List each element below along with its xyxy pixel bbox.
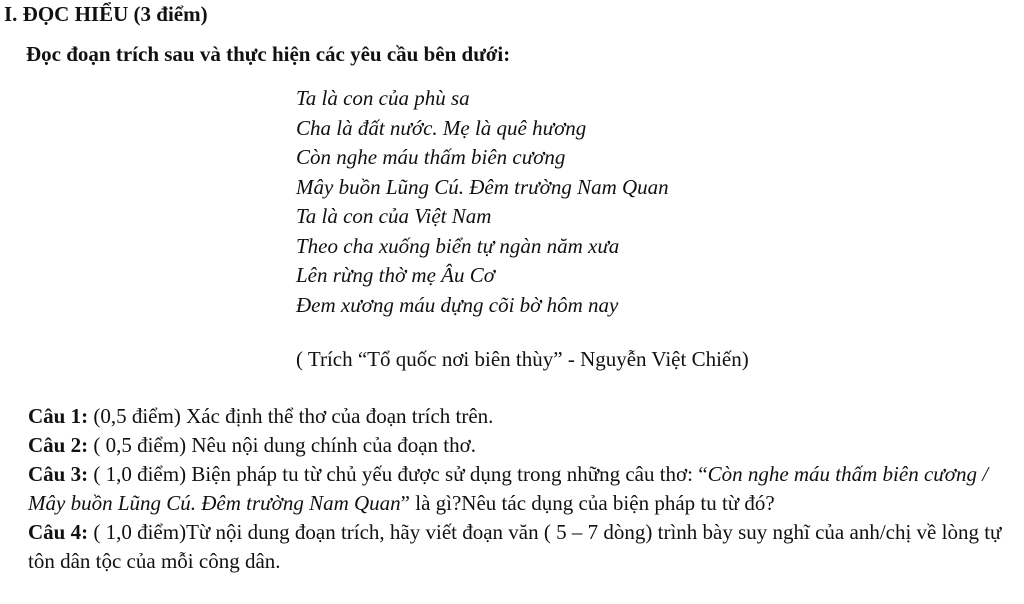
question-3	[28, 460, 1018, 518]
question-2	[28, 431, 1018, 460]
question-list	[28, 402, 1018, 576]
question-text-after: ” là gì?Nêu tác dụng của biện pháp tu từ đó?	[400, 491, 775, 515]
question-1	[28, 402, 1018, 431]
poem-line: Cha là đất nước. Mẹ là quê hương	[296, 115, 587, 140]
question-text: Nêu nội dung chính của đoạn thơ.	[191, 433, 476, 457]
poem-line: Theo cha xuống biển tự ngàn năm xưa	[296, 233, 620, 258]
question-quote: Còn nghe máu thấm biên cương / Mây buồn Lũng Cú. Đêm trường Nam Quan	[28, 462, 989, 515]
question-text: Xác định thể thơ của đoạn trích trên.	[186, 404, 494, 428]
question-label: Câu 1:	[28, 404, 89, 428]
question-label: Câu 4:	[28, 520, 89, 544]
poem-line: Ta là con của phù sa	[296, 86, 470, 110]
poem-line: Còn nghe máu thấm biên cương	[296, 145, 566, 169]
poem-line: Mây buồn Lũng Cú. Đêm trường Nam Quan	[296, 174, 669, 199]
question-text-before: Biện pháp tu từ chủ yếu được sử dụng trong những câu thơ: “	[191, 462, 708, 486]
question-points: ( 0,5 điểm)	[88, 433, 192, 457]
question-label: Câu 3:	[28, 462, 89, 486]
question-label: Câu 2:	[28, 433, 89, 457]
section-title: I. ĐỌC HIỂU (3 điểm)	[4, 2, 208, 26]
instruction-text: Đọc đoạn trích sau và thực hiện các yêu cầu bên dưới:	[26, 42, 511, 66]
question-points: (0,5 điểm)	[88, 404, 187, 428]
poem-source: ( Trích “Tổ quốc nơi biên thùy” - Nguyễn Việt Chiến)	[296, 347, 749, 371]
poem-line: Đem xương máu dựng cõi bờ hôm nay	[296, 292, 619, 317]
poem-excerpt	[296, 84, 669, 320]
question-text: Từ nội dung đoạn trích, hãy viết đoạn văn ( 5 – 7 dòng) trình bày suy nghĩ của anh/chị về lòng tự tôn dân tộc của mỗi công dân.	[28, 520, 1002, 573]
poem-line: Lên rừng thờ mẹ Âu Cơ	[296, 263, 495, 287]
question-points: ( 1,0 điểm)	[88, 520, 187, 544]
poem-line: Ta là con của Việt Nam	[296, 204, 492, 228]
question-points: ( 1,0 điểm)	[88, 462, 192, 486]
question-4	[28, 518, 1018, 576]
